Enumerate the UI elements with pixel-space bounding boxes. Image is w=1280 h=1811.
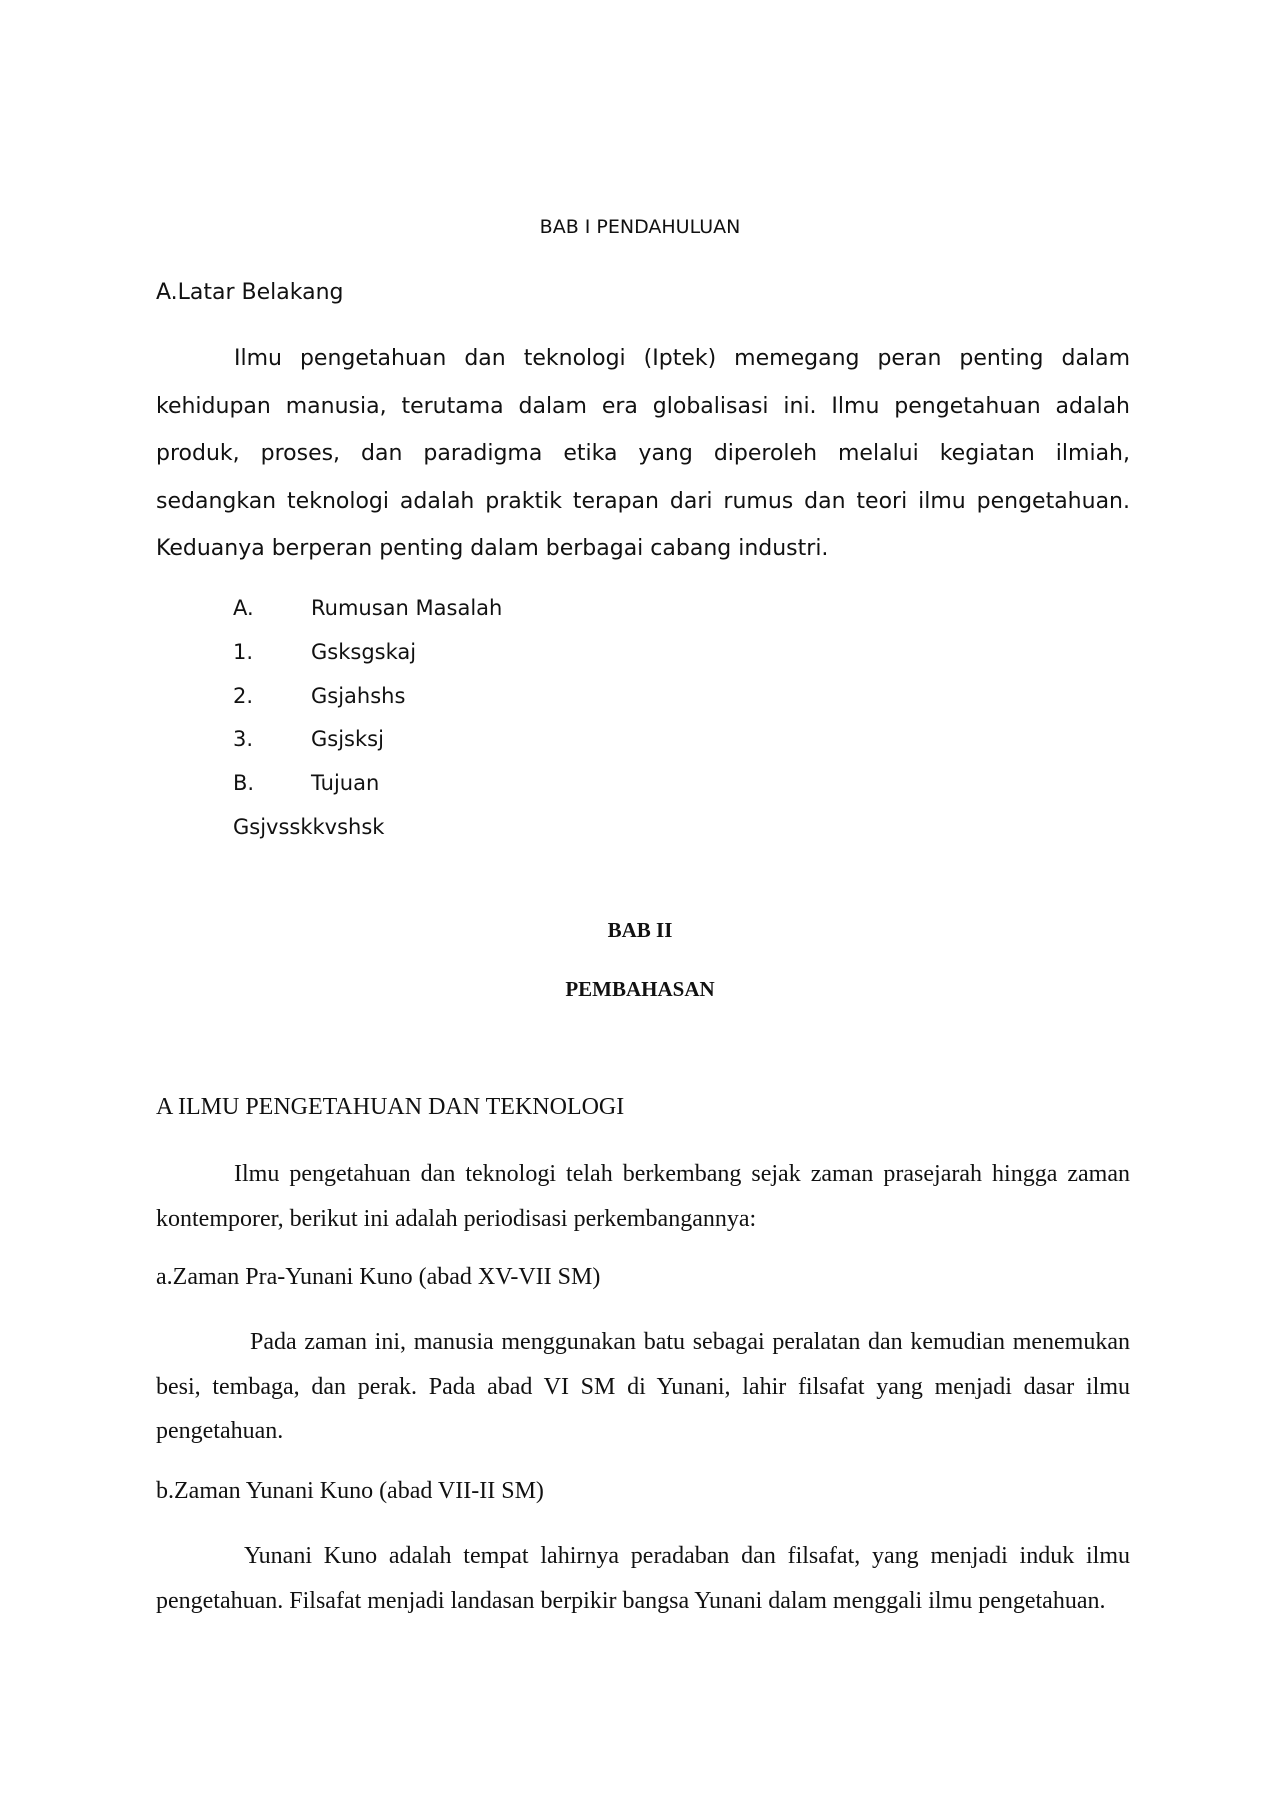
latar-belakang-paragraph: Ilmu pengetahuan dan teknologi (Iptek) memegang peran penting dalam kehidupan manusia, terutama dalam era globalisasi ini. Ilmu pengetahuan adalah produk, proses, dan paradigma etika yang diperoleh melalui kegiatan ilmiah, sedangkan teknologi adalah praktik terapan dari rumus dan teori ilmu pengetahuan. Keduanya berperan penting dalam berbagai cabang industri. <box>156 346 1130 561</box>
list-item <box>233 640 416 664</box>
era-b-paragraph: Yunani Kuno adalah tempat lahirnya peradaban dan filsafat, yang menjadi induk ilmu pengetahuan. Filsafat menjadi landasan berpikir bangsa Yunani dalam menggali ilmu pengetahuan. <box>156 1543 1130 1614</box>
list-text: Gsjahshs <box>311 684 406 708</box>
list-text: Gsjsksj <box>311 727 384 751</box>
era-a-paragraph: Pada zaman ini, manusia menggunakan batu sebagai peralatan dan kemudian menemukan besi, tembaga, dan perak. Pada abad VI SM di Yunani, lahir filsafat yang menjadi dasar ilmu pengetahuan. <box>156 1329 1130 1444</box>
list-marker: B. <box>233 771 255 795</box>
bab2-title: BAB II <box>607 918 673 942</box>
intro-paragraph: Ilmu pengetahuan dan teknologi telah berkembang sejak zaman prasejarah hingga zaman kontemporer, berikut ini adalah periodisasi perkembangannya: <box>156 1161 1130 1232</box>
ilmu-teknologi-heading: A ILMU PENGETAHUAN DAN TEKNOLOGI <box>156 1094 625 1120</box>
latar-belakang-heading: A.Latar Belakang <box>156 280 344 305</box>
list-marker: 1. <box>233 640 254 664</box>
list-item <box>233 684 405 708</box>
list-text: Gsksgskaj <box>311 640 417 664</box>
bab1-title: BAB I PENDAHULUAN <box>539 216 741 238</box>
list-item <box>233 727 384 751</box>
list-marker: 3. <box>233 727 254 751</box>
list-text: Rumusan Masalah <box>311 596 503 620</box>
era-b-heading: b.Zaman Yunani Kuno (abad VII-II SM) <box>156 1478 544 1504</box>
bab2-subtitle: PEMBAHASAN <box>565 977 715 1001</box>
list-marker: A. <box>233 596 254 620</box>
list-item <box>233 771 379 795</box>
era-a-heading: a.Zaman Pra-Yunani Kuno (abad XV-VII SM) <box>156 1264 601 1290</box>
list-marker: 2. <box>233 684 254 708</box>
list-item <box>233 596 502 620</box>
list-text: Tujuan <box>311 771 380 795</box>
tujuan-text: Gsjvsskkvshsk <box>233 815 385 839</box>
